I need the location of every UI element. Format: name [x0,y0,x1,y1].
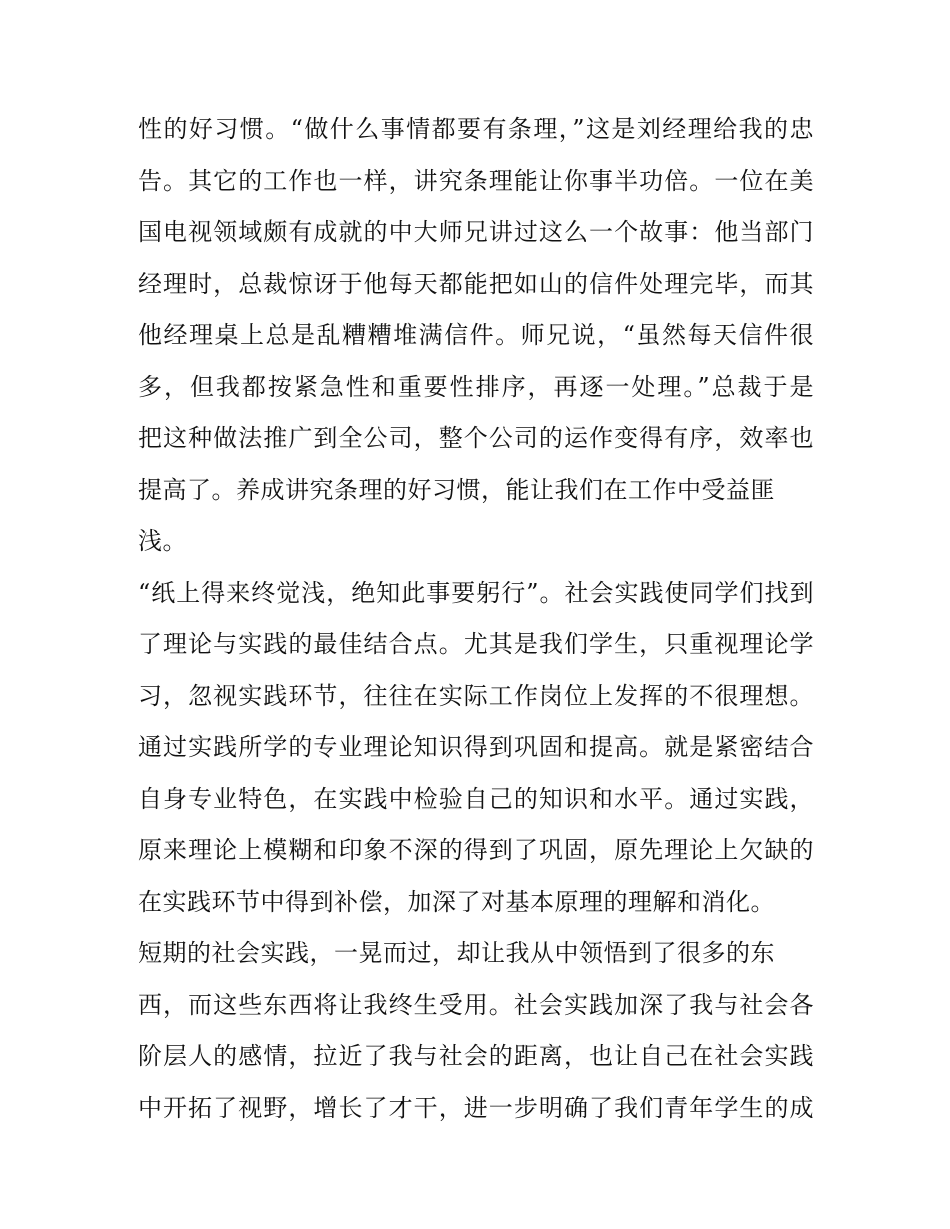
text-line: 把这种做法推广到全公司，整个公司的运作变得有序，效率也 [138,424,814,452]
text-line: 了理论与实践的最佳结合点。尤其是我们学生，只重视理论学 [138,630,814,658]
text-line: 通过实践所学的专业理论知识得到巩固和提高。就是紧密结合 [138,733,814,761]
text-line: 性的好习惯。“做什么事情都要有条理，”这是刘经理给我的忠 [138,115,814,143]
text-line: 告。其它的工作也一样，讲究条理能让你事半功倍。一位在美 [138,166,814,195]
text-line: 在实践环节中得到补偿，加深了对基本原理的理解和消化。 [138,887,775,916]
body-text [138,104,814,1134]
text-line: 习，忽视实践环节，往往在实际工作岗位上发挥的不很理想。 [138,681,814,710]
text-line: 多，但我都按紧急性和重要性排序，再逐一处理。”总裁于是 [138,372,814,401]
text-line: “纸上得来终觉浅，绝知此事要躬行”。社会实践使同学们找到 [138,578,814,607]
text-line: 提高了。养成讲究条理的好习惯，能让我们在工作中受益匪 [138,475,775,504]
text-line: 经理时，总裁惊讶于他每天都能把如山的信件处理完毕，而其 [138,269,814,298]
text-line: 短期的社会实践，一晃而过，却让我从中领悟到了很多的东 [138,939,775,967]
text-line: 中开拓了视野，增长了才干，进一步明确了我们青年学生的成 [138,1093,814,1122]
text-line: 西，而这些东西将让我终生受用。社会实践加深了我与社会各 [138,990,814,1019]
text-line: 原来理论上模糊和印象不深的得到了巩固，原先理论上欠缺的 [138,836,814,864]
text-line: 阶层人的感情，拉近了我与社会的距离，也让自己在社会实践 [138,1042,814,1070]
text-line: 浅。 [138,527,187,555]
text-line: 自身专业特色，在实践中检验自己的知识和水平。通过实践， [138,784,814,813]
text-line: 他经理桌上总是乱糟糟堆满信件。师兄说，“虽然每天信件很 [138,321,814,349]
text-line: 国电视领域颇有成就的中大师兄讲过这么一个故事：他当部门 [138,218,814,246]
